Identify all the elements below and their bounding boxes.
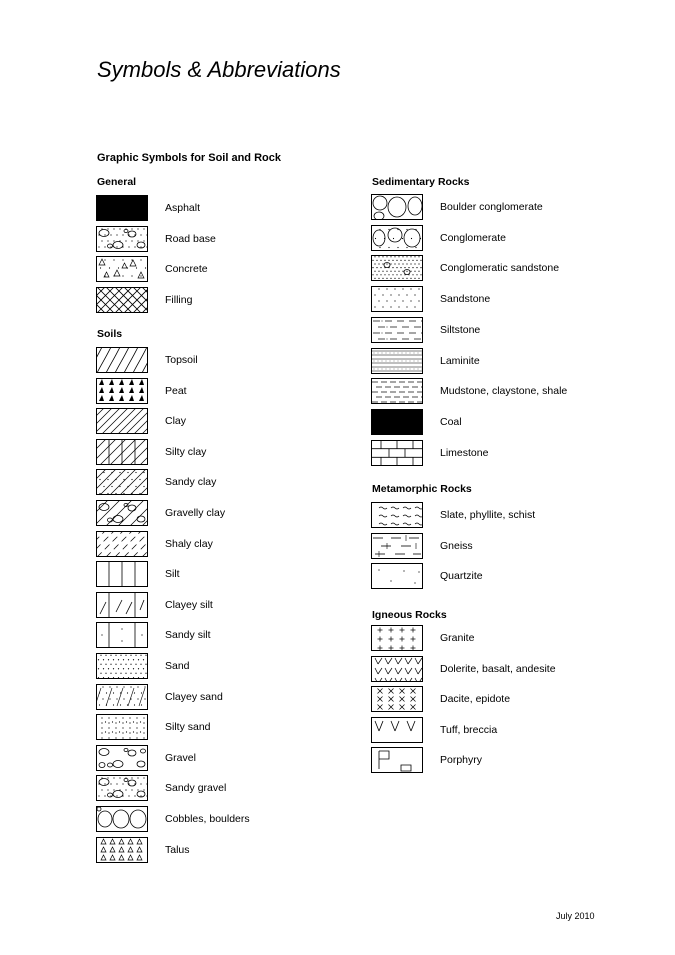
legend-label: Shaly clay	[165, 537, 213, 550]
legend-label: Dolerite, basalt, andesite	[440, 662, 556, 675]
legend-label: Asphalt	[165, 202, 201, 214]
legend-row	[96, 500, 356, 527]
legend-label: Porphyry	[440, 754, 483, 767]
legend-label: Concrete	[165, 263, 208, 276]
legend-label: Gneiss	[440, 539, 473, 552]
legend-label: Tuff, breccia	[440, 723, 498, 736]
diag-vert-pattern-icon	[96, 439, 148, 465]
legend-label: Coal	[440, 415, 462, 428]
vees-pattern-icon	[371, 717, 423, 743]
diag-pattern-icon	[96, 408, 148, 434]
legend-row	[371, 686, 631, 713]
diag-dashed-pattern-icon	[96, 531, 148, 557]
diag-pebbles-pattern-icon	[96, 500, 148, 526]
legend-row	[96, 561, 356, 588]
igneous-heading: Igneous Rocks	[372, 609, 447, 621]
legend-label: Silt	[165, 568, 180, 581]
legend-row	[96, 806, 356, 833]
legend-row	[371, 286, 631, 313]
porphyry-pattern-icon	[371, 747, 423, 773]
topsoil-pattern-icon	[96, 347, 148, 373]
legend-row	[96, 653, 356, 680]
legend-label: Cobbles, boulders	[165, 813, 250, 825]
legend-row	[371, 656, 631, 683]
legend-row	[371, 625, 631, 652]
conglomerate-pattern-icon	[371, 225, 423, 251]
legend-label: Sandy gravel	[165, 782, 227, 795]
legend-row	[96, 347, 356, 374]
legend-row	[371, 255, 631, 282]
vert-pattern-icon	[96, 561, 148, 587]
quartzite-pattern-icon	[371, 563, 423, 589]
legend-label: Laminite	[440, 354, 480, 367]
legend-label: Conglomeratic sandstone	[440, 262, 560, 275]
legend-label: Filling	[165, 293, 193, 306]
legend-label: Silty sand	[165, 721, 211, 734]
crosshatch-pattern-icon	[96, 287, 148, 313]
legend-row	[371, 317, 631, 344]
legend-label: Gravel	[165, 751, 196, 764]
legend-row	[96, 592, 356, 619]
legend-row	[96, 408, 356, 435]
legend-label: Dacite, epidote	[440, 693, 511, 706]
legend-row	[96, 195, 356, 222]
legend-row	[96, 837, 356, 864]
legend-label: Boulder conglomerate	[440, 201, 543, 213]
legend-row	[96, 622, 356, 649]
waves-pattern-icon	[371, 502, 423, 528]
legend-label: Granite	[440, 632, 475, 644]
legend-row	[371, 717, 631, 744]
legend-row	[96, 684, 356, 711]
section-subtitle: Graphic Symbols for Soil and Rock	[97, 152, 281, 164]
legend-label: Siltstone	[440, 323, 481, 336]
legend-label: Peat	[165, 384, 187, 397]
legend-row	[371, 378, 631, 405]
vert-dots-pattern-icon	[96, 622, 148, 648]
legend-row	[371, 440, 631, 467]
legend-row	[371, 225, 631, 252]
legend-row	[371, 747, 631, 774]
legend-row	[96, 439, 356, 466]
general-heading: General	[97, 176, 137, 188]
legend-row	[96, 287, 356, 314]
cobbles-pattern-icon	[96, 806, 148, 832]
dots-diag-pattern-icon	[96, 684, 148, 710]
laminite-pattern-icon	[371, 348, 423, 374]
dots-sparse-pattern-icon	[371, 286, 423, 312]
legend-label: Silty clay	[165, 445, 207, 458]
peat-pattern-icon	[96, 378, 148, 404]
diag-dots-pattern-icon	[96, 469, 148, 495]
xs-pattern-icon	[371, 686, 423, 712]
legend-row	[371, 533, 631, 560]
legend-label: Quartzite	[440, 570, 483, 583]
legend-label: Limestone	[440, 446, 489, 459]
gneiss-pattern-icon	[371, 533, 423, 559]
mudstone-pattern-icon	[371, 378, 423, 404]
legend-row	[96, 775, 356, 802]
congl-sand-pattern-icon	[371, 255, 423, 281]
legend-row	[96, 745, 356, 772]
legend-row	[96, 531, 356, 558]
page-title: Symbols & Abbreviations	[97, 57, 341, 82]
legend-label: Clayey silt	[165, 598, 213, 611]
footer-date: July 2010	[556, 911, 595, 921]
legend-label: Slate, phyllite, schist	[440, 509, 536, 521]
legend-label: Conglomerate	[440, 231, 506, 244]
legend-label: Mudstone, claystone, shale	[440, 385, 568, 398]
legend-label: Topsoil	[165, 354, 198, 366]
metamorphic-heading: Metamorphic Rocks	[372, 483, 472, 495]
legend-row	[96, 378, 356, 405]
legend-row	[96, 226, 356, 253]
soils-heading: Soils	[97, 328, 123, 340]
solid-pattern-icon	[371, 409, 423, 435]
pebbles-pattern-icon	[96, 745, 148, 771]
siltstone-pattern-icon	[371, 317, 423, 343]
legend-row	[371, 563, 631, 590]
legend-label: Sandy silt	[165, 629, 211, 642]
legend-label: Gravelly clay	[165, 507, 226, 519]
dots-dense-pattern-icon	[96, 653, 148, 679]
ticks-pattern-icon	[371, 656, 423, 682]
legend-label: Sand	[165, 660, 190, 672]
concrete-pattern-icon	[96, 256, 148, 282]
sedimentary-heading: Sedimentary Rocks	[372, 176, 470, 188]
legend-row	[96, 714, 356, 741]
legend-label: Sandy clay	[165, 476, 217, 489]
brick-pattern-icon	[371, 440, 423, 466]
legend-label: Road base	[165, 232, 216, 245]
legend-row	[96, 469, 356, 496]
legend-label: Sandstone	[440, 293, 491, 306]
legend-label: Talus	[165, 843, 190, 856]
solid-pattern-icon	[96, 195, 148, 221]
legend-row	[371, 348, 631, 375]
legend-label: Clayey sand	[165, 690, 223, 703]
triangles-pattern-icon	[96, 837, 148, 863]
legend-label: Clay	[165, 415, 187, 428]
roadbase-pattern-icon	[96, 226, 148, 252]
plus-pattern-icon	[371, 625, 423, 651]
legend-row	[96, 256, 356, 283]
legend-row	[371, 409, 631, 436]
dots-vert-pattern-icon	[96, 714, 148, 740]
legend-row	[371, 502, 631, 529]
boulders-pattern-icon	[371, 194, 423, 220]
vert-diag-pattern-icon	[96, 592, 148, 618]
legend-row	[371, 194, 631, 221]
pebbles-dots-pattern-icon	[96, 775, 148, 801]
